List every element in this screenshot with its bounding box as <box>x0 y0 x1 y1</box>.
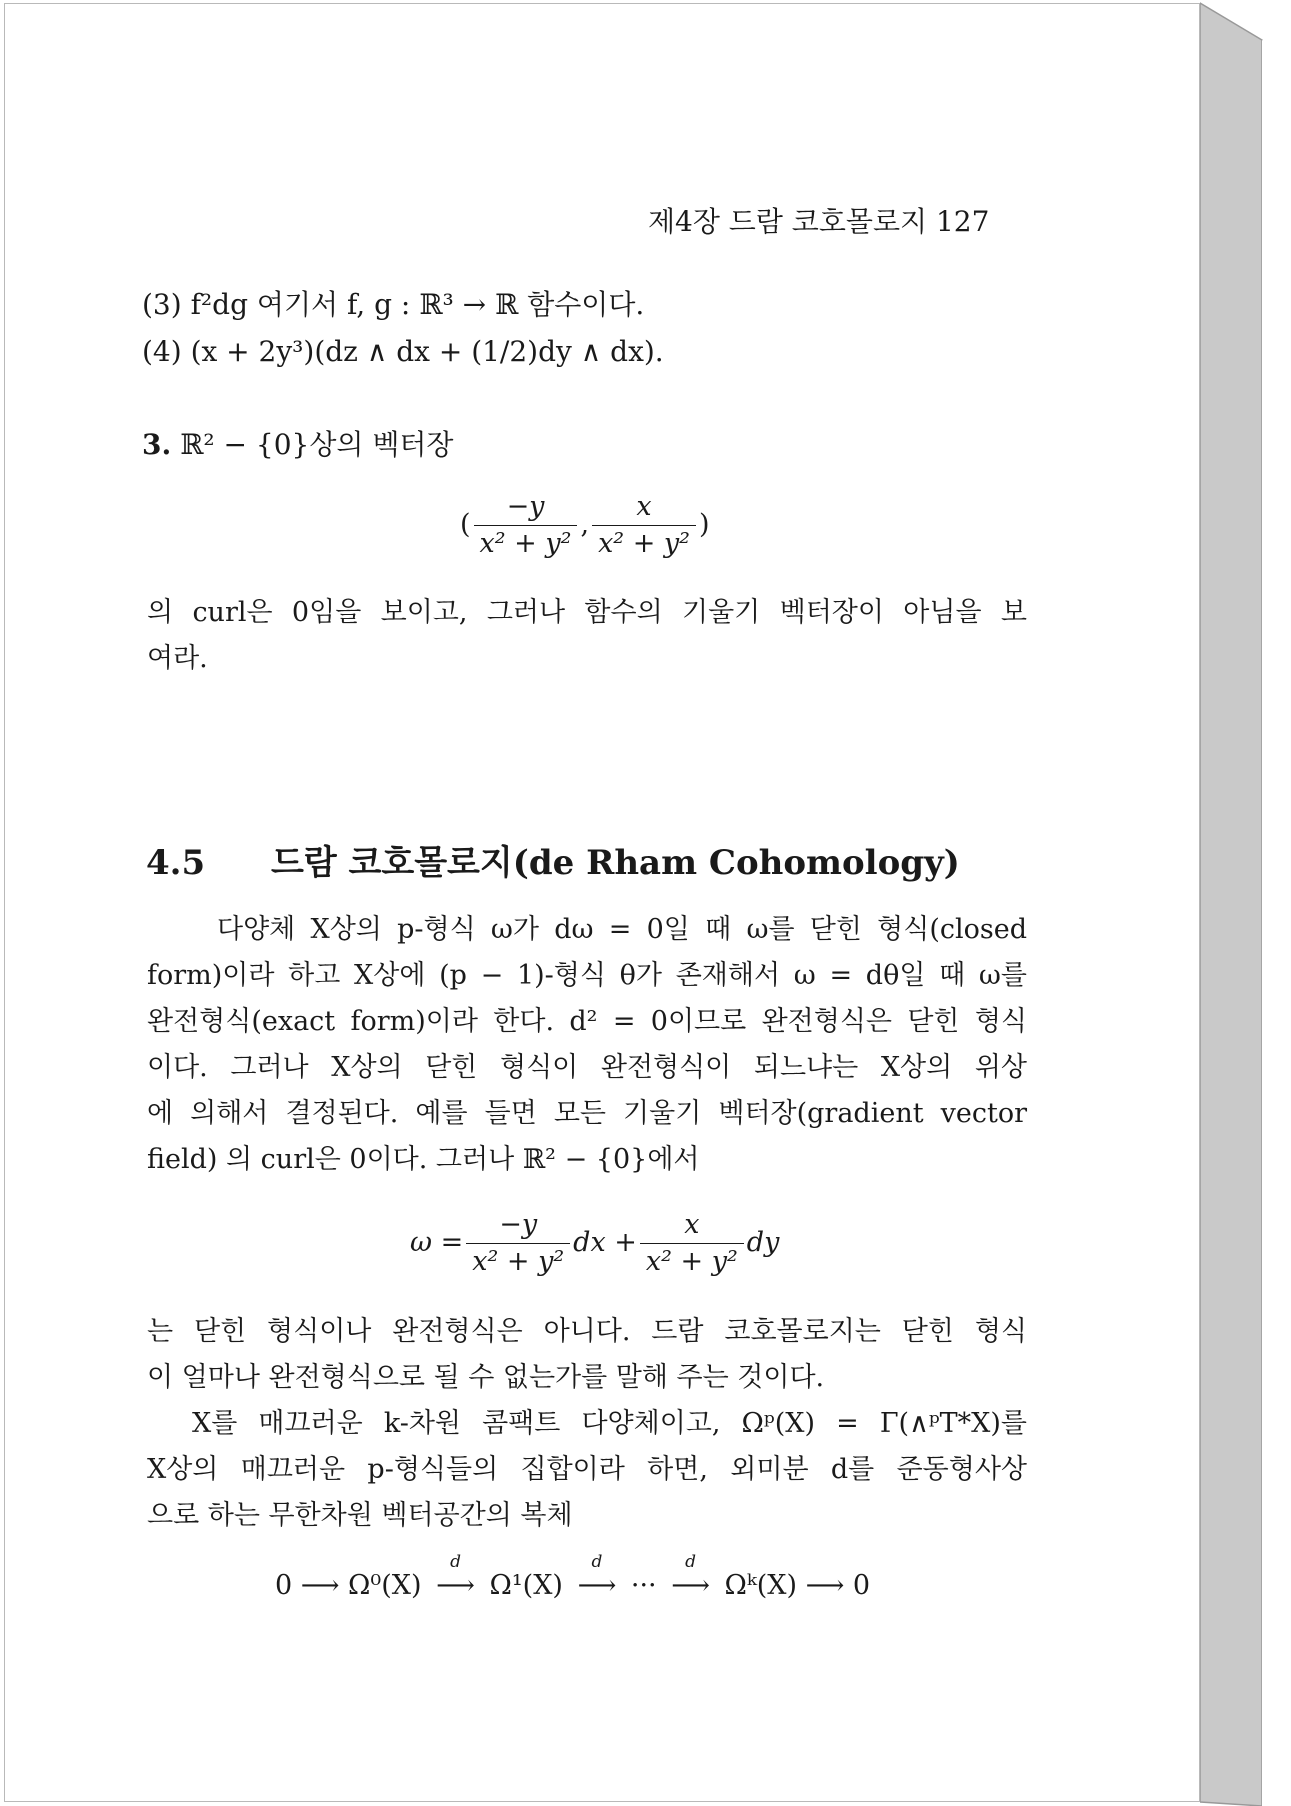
numerator-2: x <box>592 492 696 526</box>
cochain-complex-sequence <box>275 1552 871 1601</box>
arrow-d-2: d ⟶ <box>577 1552 617 1601</box>
paragraph-1 <box>147 907 1027 1183</box>
fraction-1 <box>474 492 578 559</box>
paren-open: ( <box>460 509 471 540</box>
exercise-number: 3. <box>142 428 172 461</box>
fraction-1 <box>466 1210 570 1277</box>
text-line: X상의 매끄러운 p-형식들의 집합이라 하면, 외미분 d를 준동형사상 <box>147 1454 1027 1485</box>
vector-field-formula <box>460 492 710 559</box>
seq-omega-1: Ω¹(X) <box>489 1570 563 1601</box>
denominator-1: x² + y² <box>479 528 572 559</box>
arrow-label: d <box>450 1552 461 1572</box>
arrow-label: d <box>591 1552 603 1572</box>
exercise-3-text <box>147 590 1027 682</box>
omega-lhs: ω = <box>410 1227 464 1258</box>
omega-dy: dy <box>746 1227 780 1258</box>
text-line: X를 매끄러운 k-차원 콤팩트 다양체이고, Ωᵖ(X) = Γ(∧ᵖT*X)를 <box>192 1408 1027 1439</box>
text-line: form)이라 하고 X상에 (p − 1)-형식 θ가 존재해서 ω = dθ일 때 ω를 <box>147 960 1027 991</box>
comma: , <box>580 509 590 540</box>
text-line: 에 의해서 결정된다. 예를 들면 모든 기울기 벡터장(gradient vector <box>147 1098 1027 1129</box>
exercise-3-statement: ℝ² − {0}상의 벡터장 <box>180 428 454 461</box>
running-head: 제4장 드람 코호몰로지 127 <box>648 205 990 238</box>
arrow-d-3: d ⟶ <box>671 1552 710 1601</box>
denominator-1: x² + y² <box>472 1246 565 1277</box>
fraction-2 <box>592 492 696 559</box>
fraction-2 <box>640 1210 744 1277</box>
text-line: 의 curl은 0임을 보이고, 그러나 함수의 기울기 벡터장이 아님을 보 <box>147 597 1027 628</box>
numerator-1: −y <box>474 492 578 526</box>
exercise-item-4: (4) (x + 2y³)(dz ∧ dx + (1/2)dy ∧ dx). <box>142 335 664 368</box>
book-side-edge <box>1200 0 1291 1806</box>
section-number: 4.5 <box>146 843 206 883</box>
text-line: 는 닫힌 형식이나 완전형식은 아니다. 드람 코호몰로지는 닫힌 형식 <box>147 1316 1027 1347</box>
text-line: 여라. <box>147 643 208 674</box>
numerator-1: −y <box>466 1210 570 1244</box>
denominator-2: x² + y² <box>598 528 690 559</box>
exercise-item-3: (3) f²dg 여기서 f, g : ℝ³ → ℝ 함수이다. <box>142 288 645 321</box>
text-line: 다양체 X상의 p-형식 ω가 dω = 0일 때 ω를 닫힌 형식(closed <box>217 914 1027 945</box>
text-line: 으로 하는 무한차원 벡터공간의 복체 <box>147 1500 573 1531</box>
section-heading <box>146 835 960 884</box>
text-line: 이 얼마나 완전형식으로 될 수 없는가를 말해 주는 것이다. <box>147 1362 825 1393</box>
paren-close: ) <box>698 509 710 540</box>
arrow-label: d <box>685 1552 697 1572</box>
paragraph-3 <box>147 1401 1027 1539</box>
numerator-2: x <box>640 1210 744 1244</box>
text-line: field) 의 curl은 0이다. 그러나 ℝ² − {0}에서 <box>147 1144 700 1175</box>
exercise-3-heading <box>142 428 453 462</box>
arrow-d-1: d ⟶ <box>436 1552 475 1601</box>
omega-formula <box>410 1210 779 1277</box>
omega-dx: dx + <box>573 1227 637 1258</box>
seq-dots: ··· <box>630 1570 657 1601</box>
section-title: 드람 코호몰로지(de Rham Cohomology) <box>271 843 960 883</box>
text-line: 이다. 그러나 X상의 닫힌 형식이 완전형식이 되느냐는 X상의 위상 <box>147 1052 1027 1083</box>
denominator-2: x² + y² <box>645 1246 738 1277</box>
seq-start: 0 ⟶ Ω⁰(X) <box>275 1570 422 1601</box>
paragraph-2 <box>147 1309 1027 1401</box>
seq-end: Ωᵏ(X) ⟶ 0 <box>724 1570 871 1601</box>
text-line: 완전형식(exact form)이라 한다. d² = 0이므로 완전형식은 닫힌 형식 <box>147 1006 1027 1037</box>
